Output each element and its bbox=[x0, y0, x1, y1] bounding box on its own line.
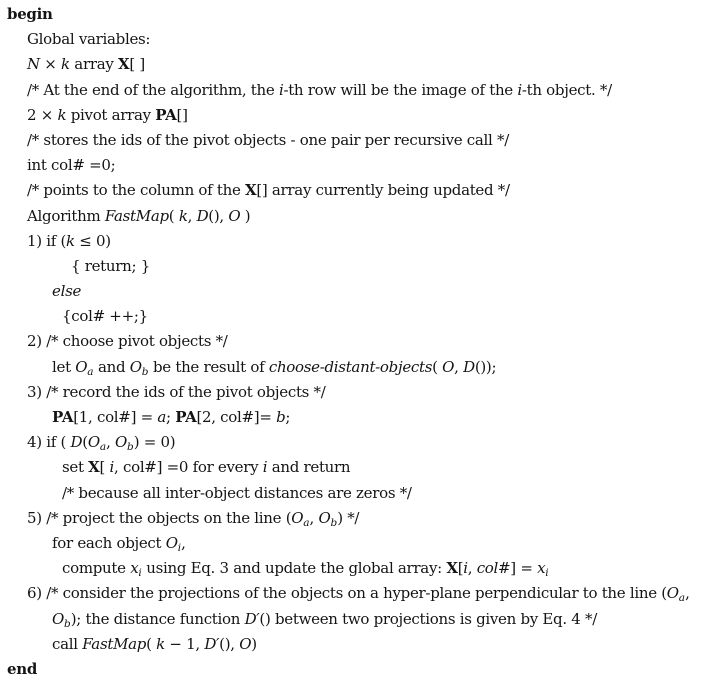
code-text-segment: a bbox=[678, 592, 686, 605]
code-line bbox=[0, 506, 713, 531]
code-line bbox=[0, 304, 713, 329]
code-text-segment: O bbox=[291, 508, 304, 527]
code-text-segment: choose-distant-objects bbox=[268, 357, 433, 376]
code-text-segment: , bbox=[187, 206, 197, 225]
code-text-segment: b bbox=[330, 516, 338, 529]
code-line bbox=[0, 178, 713, 203]
code-text-segment: , bbox=[454, 357, 464, 376]
code-text-segment: ) bbox=[240, 206, 251, 225]
code-text-segment: D bbox=[196, 206, 209, 225]
code-text-segment: k bbox=[57, 105, 67, 124]
code-text-segment: X bbox=[245, 181, 257, 200]
code-line bbox=[0, 254, 713, 279]
code-text-segment: call bbox=[52, 634, 83, 653]
code-text-segment: col bbox=[476, 559, 499, 578]
code-text-segment: i bbox=[138, 567, 142, 580]
code-line bbox=[0, 481, 713, 506]
code-text-segment: array bbox=[69, 55, 118, 74]
code-text-segment: 2 × bbox=[27, 105, 58, 124]
code-text-segment: i bbox=[463, 559, 468, 578]
code-text-segment: O bbox=[318, 508, 331, 527]
code-text-segment: and return bbox=[267, 458, 351, 477]
code-text-segment: for each object bbox=[52, 533, 166, 552]
code-line bbox=[0, 153, 713, 178]
code-text-segment: [] array currently being updated */ bbox=[256, 181, 510, 200]
code-text-segment: ( bbox=[432, 357, 443, 376]
code-text-segment: O bbox=[442, 357, 455, 376]
code-text-segment: begin bbox=[7, 5, 53, 23]
code-line bbox=[0, 27, 713, 52]
code-text-segment: (), bbox=[208, 206, 229, 225]
code-text-segment: Global variables: bbox=[27, 30, 151, 49]
code-text-segment: × bbox=[39, 55, 62, 74]
code-text-segment: 2) /* choose pivot objects */ bbox=[27, 332, 228, 351]
code-text-segment: compute bbox=[62, 559, 131, 578]
code-line bbox=[0, 52, 713, 77]
code-line bbox=[0, 657, 713, 682]
code-line bbox=[0, 329, 713, 354]
code-line bbox=[0, 430, 713, 455]
code-line bbox=[0, 78, 713, 103]
code-text-segment: O bbox=[666, 584, 679, 603]
code-text-segment: [] bbox=[176, 105, 188, 124]
code-text-segment: int col# =0; bbox=[27, 156, 116, 175]
code-text-segment: and bbox=[93, 357, 130, 376]
code-text-segment: [1, col#] = bbox=[73, 408, 158, 426]
code-text-segment: end bbox=[7, 659, 38, 678]
code-text-segment: ; bbox=[165, 408, 176, 426]
code-text-segment: a bbox=[99, 441, 107, 454]
code-text-segment: ); the distance function bbox=[70, 609, 245, 628]
code-text-segment: ( bbox=[168, 206, 179, 225]
code-text-segment: O bbox=[52, 609, 64, 628]
code-text-segment: ( bbox=[146, 634, 157, 653]
code-text-segment: 3) /* record the ids of the pivot objects */ bbox=[27, 382, 326, 401]
code-text-segment: i bbox=[545, 567, 549, 580]
code-text-segment: D bbox=[70, 433, 83, 452]
code-text-segment: − 1, bbox=[164, 634, 205, 653]
code-line bbox=[0, 607, 713, 632]
code-line bbox=[0, 405, 713, 430]
code-text-segment: /* because all inter-object distances are zeros */ bbox=[62, 483, 412, 502]
code-text-segment: PA bbox=[175, 408, 197, 426]
code-text-segment: using Eq. 3 and update the global array: bbox=[141, 559, 447, 578]
code-text-segment: k bbox=[156, 634, 165, 653]
code-line bbox=[0, 531, 713, 556]
code-text-segment: ) bbox=[251, 634, 257, 653]
code-text-segment: O bbox=[228, 206, 241, 225]
code-text-segment: () between two projections is given by Eq. 4 */ bbox=[259, 609, 597, 628]
code-text-segment: k bbox=[66, 231, 75, 250]
code-text-segment: a bbox=[303, 516, 310, 529]
code-text-segment: D′ bbox=[244, 609, 260, 628]
code-text-segment: , bbox=[106, 433, 116, 452]
code-text-segment: set bbox=[62, 458, 89, 477]
code-text-segment: else bbox=[52, 282, 82, 301]
code-text-segment: (), bbox=[219, 634, 240, 653]
code-text-segment: , col#] =0 for every bbox=[114, 458, 263, 477]
code-text-segment: [ bbox=[457, 559, 464, 578]
code-text-segment: pivot array bbox=[66, 105, 156, 124]
code-text-segment: ; bbox=[285, 408, 291, 426]
code-line bbox=[0, 229, 713, 254]
code-text-segment: D′ bbox=[204, 634, 220, 653]
code-text-segment: X bbox=[446, 559, 458, 578]
code-text-segment: ) = 0) bbox=[133, 433, 176, 452]
code-line bbox=[0, 355, 713, 380]
code-text-segment: O bbox=[87, 433, 100, 452]
code-text-segment: X bbox=[88, 458, 100, 477]
code-line bbox=[0, 279, 713, 304]
code-text-segment: i bbox=[517, 80, 522, 99]
code-line bbox=[0, 128, 713, 153]
code-text-segment: N bbox=[27, 55, 40, 74]
code-text-segment: [ bbox=[99, 458, 110, 477]
code-text-segment: x bbox=[130, 559, 139, 578]
code-text-segment: /* stores the ids of the pivot objects - one pair per recursive call */ bbox=[27, 130, 509, 149]
code-text-segment: 4) if ( bbox=[27, 433, 71, 452]
code-text-segment: x bbox=[537, 559, 546, 578]
code-text-segment: 5) /* project the objects on the line ( bbox=[27, 508, 292, 527]
code-text-segment: X bbox=[117, 55, 130, 74]
code-text-segment: [2, col#]= bbox=[196, 408, 277, 426]
code-text-segment: O bbox=[165, 533, 178, 552]
code-text-segment: a bbox=[157, 408, 166, 426]
code-text-segment: /* points to the column of the bbox=[27, 181, 245, 200]
code-text-segment: be the result of bbox=[148, 357, 269, 376]
code-text-segment: O bbox=[115, 433, 128, 452]
code-text-segment: i bbox=[262, 458, 268, 477]
code-text-segment: b bbox=[276, 408, 286, 426]
code-line bbox=[0, 380, 713, 405]
code-text-segment: FastMap bbox=[82, 634, 147, 653]
code-text-segment: O bbox=[239, 634, 252, 653]
code-line bbox=[0, 455, 713, 480]
code-text-segment: b bbox=[141, 365, 149, 378]
code-text-segment: i bbox=[109, 458, 115, 477]
code-text-segment: b bbox=[127, 441, 134, 454]
code-text-segment: b bbox=[64, 617, 71, 630]
code-text-segment: a bbox=[87, 365, 94, 378]
code-text-segment: O bbox=[75, 357, 88, 376]
code-line bbox=[0, 103, 713, 128]
code-line bbox=[0, 204, 713, 229]
code-text-segment: k bbox=[61, 55, 70, 74]
code-text-segment: , bbox=[467, 559, 477, 578]
code-text-segment: /* At the end of the algorithm, the bbox=[27, 80, 279, 99]
code-text-segment: FastMap bbox=[104, 206, 169, 225]
code-line bbox=[0, 632, 713, 657]
code-text-segment: i bbox=[278, 80, 284, 99]
code-text-segment: O bbox=[129, 357, 142, 376]
code-text-segment: D bbox=[463, 357, 475, 376]
code-text-segment: i bbox=[177, 541, 182, 554]
code-text-segment: , bbox=[309, 508, 319, 527]
code-text-segment: { return; } bbox=[71, 256, 150, 275]
code-text-segment: PA bbox=[52, 408, 74, 426]
code-text-segment: ( bbox=[82, 433, 88, 452]
code-line bbox=[0, 581, 713, 606]
code-text-segment: , bbox=[685, 584, 690, 603]
code-text-segment: [ ] bbox=[129, 55, 145, 74]
code-line bbox=[0, 2, 713, 27]
code-text-segment: PA bbox=[155, 105, 177, 124]
code-text-segment: ) */ bbox=[337, 508, 360, 527]
code-text-segment: -th object. */ bbox=[521, 80, 612, 99]
code-text-segment: -th row will be the image of the bbox=[283, 80, 518, 99]
code-text-segment: 1) if ( bbox=[27, 231, 67, 250]
code-text-segment: 6) /* consider the projections of the objects on a hyper-plane perpendicular to the line ( bbox=[27, 584, 667, 603]
code-line bbox=[0, 556, 713, 581]
code-text-segment: #] = bbox=[498, 559, 538, 578]
code-text-segment: k bbox=[178, 206, 188, 225]
code-text-segment: {col# ++;} bbox=[62, 307, 148, 326]
code-text-segment: ≤ 0) bbox=[74, 231, 111, 250]
code-text-segment: , bbox=[181, 533, 186, 552]
code-text-segment: Algorithm bbox=[27, 206, 105, 225]
code-text-segment: ()); bbox=[474, 357, 497, 376]
code-text-segment: let bbox=[52, 357, 76, 376]
